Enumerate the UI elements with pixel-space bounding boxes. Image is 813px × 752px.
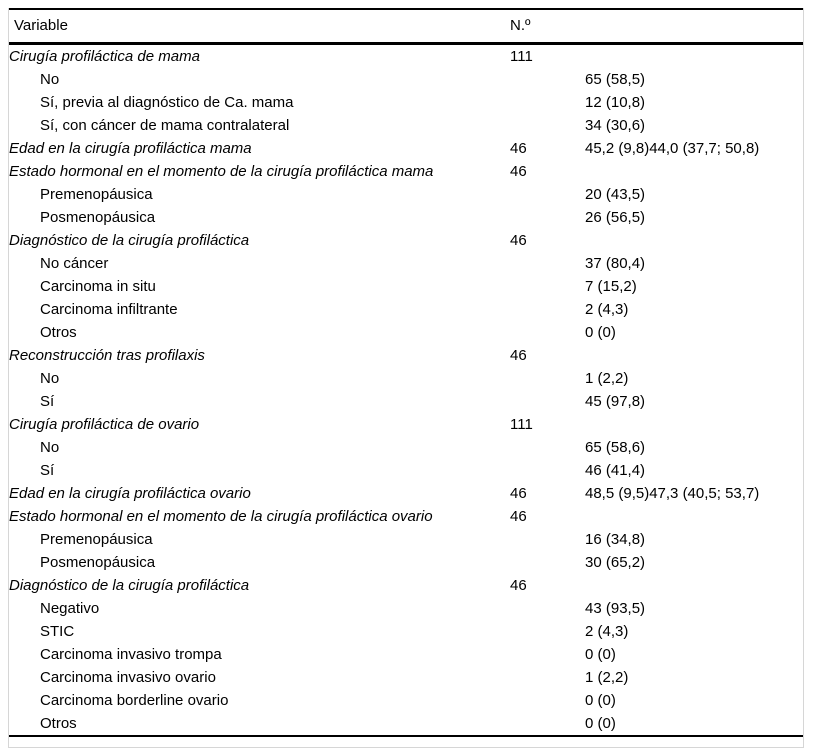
variable-cell: Cirugía profiláctica de mama (9, 48, 200, 65)
column-header-variable: Variable (9, 9, 510, 44)
table-row (9, 367, 803, 390)
variable-cell: Edad en la cirugía profiláctica mama (9, 140, 252, 157)
value-cell (585, 505, 803, 528)
table-row (9, 482, 803, 505)
n-cell (510, 712, 585, 736)
table-row (9, 275, 803, 298)
n-cell (510, 91, 585, 114)
value-cell: 65 (58,5) (585, 71, 646, 88)
table-row (9, 229, 803, 252)
value-cell: 0 (0) (585, 715, 616, 732)
value-cell (585, 344, 803, 367)
value-cell: 45,2 (9,8)44,0 (37,7; 50,8) (585, 140, 760, 157)
table-row (9, 459, 803, 482)
n-cell (510, 114, 585, 137)
variable-cell: Otros (40, 324, 77, 341)
header-row (9, 9, 803, 44)
n-cell: 46 (510, 485, 527, 502)
n-cell: 46 (510, 232, 527, 249)
table-row (9, 298, 803, 321)
n-cell: 46 (510, 347, 527, 364)
n-cell (510, 528, 585, 551)
column-header-value (585, 9, 803, 44)
variable-cell: Premenopáusica (40, 531, 153, 548)
variable-cell: Diagnóstico de la cirugía profiláctica (9, 232, 250, 249)
variable-cell: Sí (40, 462, 55, 479)
n-cell (510, 252, 585, 275)
table-row (9, 91, 803, 114)
variable-cell: Premenopáusica (40, 186, 153, 203)
variable-cell: No (40, 439, 60, 456)
table-header (9, 9, 803, 44)
variable-cell: Posmenopáusica (40, 554, 156, 571)
n-cell: 111 (510, 416, 533, 433)
column-header-n: N.º (510, 9, 585, 44)
n-cell (510, 666, 585, 689)
variable-cell: Carcinoma in situ (40, 278, 156, 295)
table-row (9, 44, 803, 69)
table-row (9, 689, 803, 712)
value-cell (585, 413, 803, 436)
table-row (9, 344, 803, 367)
n-cell: 46 (510, 163, 527, 180)
n-cell (510, 183, 585, 206)
value-cell: 1 (2,2) (585, 370, 629, 387)
variable-cell: No cáncer (40, 255, 109, 272)
n-cell (510, 298, 585, 321)
n-cell (510, 321, 585, 344)
value-cell: 43 (93,5) (585, 600, 646, 617)
value-cell: 45 (97,8) (585, 393, 646, 410)
table-body (9, 44, 803, 737)
n-cell (510, 436, 585, 459)
value-cell (585, 229, 803, 252)
value-cell: 0 (0) (585, 646, 616, 663)
n-cell (510, 551, 585, 574)
value-cell: 30 (65,2) (585, 554, 646, 571)
variable-cell: Estado hormonal en el momento de la cirugía profiláctica ovario (9, 508, 433, 525)
table-row (9, 137, 803, 160)
n-cell (510, 275, 585, 298)
variable-cell: Diagnóstico de la cirugía profiláctica (9, 577, 250, 594)
value-cell: 46 (41,4) (585, 462, 646, 479)
variable-cell: Otros (40, 715, 77, 732)
variables-table (9, 8, 803, 737)
value-cell: 0 (0) (585, 692, 616, 709)
variable-cell: No (40, 370, 60, 387)
value-cell: 65 (58,6) (585, 439, 646, 456)
n-cell: 111 (510, 48, 533, 65)
value-cell: 1 (2,2) (585, 669, 629, 686)
table-row (9, 436, 803, 459)
table-frame (8, 8, 804, 748)
table-row (9, 712, 803, 736)
value-cell: 0 (0) (585, 324, 616, 341)
variable-cell: No (40, 71, 60, 88)
variable-cell: Cirugía profiláctica de ovario (9, 416, 200, 433)
value-cell: 26 (56,5) (585, 209, 646, 226)
n-cell: 46 (510, 140, 527, 157)
value-cell: 2 (4,3) (585, 301, 629, 318)
table-row (9, 597, 803, 620)
n-cell (510, 367, 585, 390)
value-cell: 7 (15,2) (585, 278, 637, 295)
n-cell: 46 (510, 508, 527, 525)
table-row (9, 252, 803, 275)
table-row (9, 68, 803, 91)
value-cell: 20 (43,5) (585, 186, 646, 203)
variable-cell: Sí, previa al diagnóstico de Ca. mama (40, 94, 294, 111)
n-cell (510, 643, 585, 666)
table-row (9, 160, 803, 183)
variable-cell: Reconstrucción tras profilaxis (9, 347, 205, 364)
value-cell (585, 160, 803, 183)
table-row (9, 413, 803, 436)
table-row (9, 114, 803, 137)
n-cell (510, 68, 585, 91)
table-row (9, 183, 803, 206)
n-cell (510, 390, 585, 413)
value-cell: 37 (80,4) (585, 255, 646, 272)
value-cell (585, 574, 803, 597)
table-row (9, 505, 803, 528)
variable-cell: Carcinoma invasivo trompa (40, 646, 222, 663)
value-cell: 34 (30,6) (585, 117, 646, 134)
value-cell: 16 (34,8) (585, 531, 646, 548)
variable-cell: Carcinoma invasivo ovario (40, 669, 216, 686)
variable-cell: Sí, con cáncer de mama contralateral (40, 117, 290, 134)
n-cell (510, 206, 585, 229)
variable-cell: Edad en la cirugía profiláctica ovario (9, 485, 251, 502)
variable-cell: Negativo (40, 600, 100, 617)
n-cell (510, 620, 585, 643)
n-cell: 46 (510, 577, 527, 594)
value-cell (585, 44, 803, 69)
variable-cell: Estado hormonal en el momento de la cirugía profiláctica mama (9, 163, 434, 180)
table-row (9, 551, 803, 574)
table-row (9, 206, 803, 229)
n-cell (510, 459, 585, 482)
value-cell: 2 (4,3) (585, 623, 629, 640)
table-row (9, 643, 803, 666)
variable-cell: Carcinoma infiltrante (40, 301, 178, 318)
table-row (9, 390, 803, 413)
variable-cell: Carcinoma borderline ovario (40, 692, 229, 709)
table-row (9, 574, 803, 597)
variable-cell: Posmenopáusica (40, 209, 156, 226)
table-row (9, 666, 803, 689)
n-cell (510, 689, 585, 712)
variable-cell: Sí (40, 393, 55, 410)
table-row (9, 620, 803, 643)
n-cell (510, 597, 585, 620)
table-row (9, 321, 803, 344)
variable-cell: STIC (40, 623, 75, 640)
value-cell: 48,5 (9,5)47,3 (40,5; 53,7) (585, 485, 760, 502)
table-row (9, 528, 803, 551)
value-cell: 12 (10,8) (585, 94, 646, 111)
